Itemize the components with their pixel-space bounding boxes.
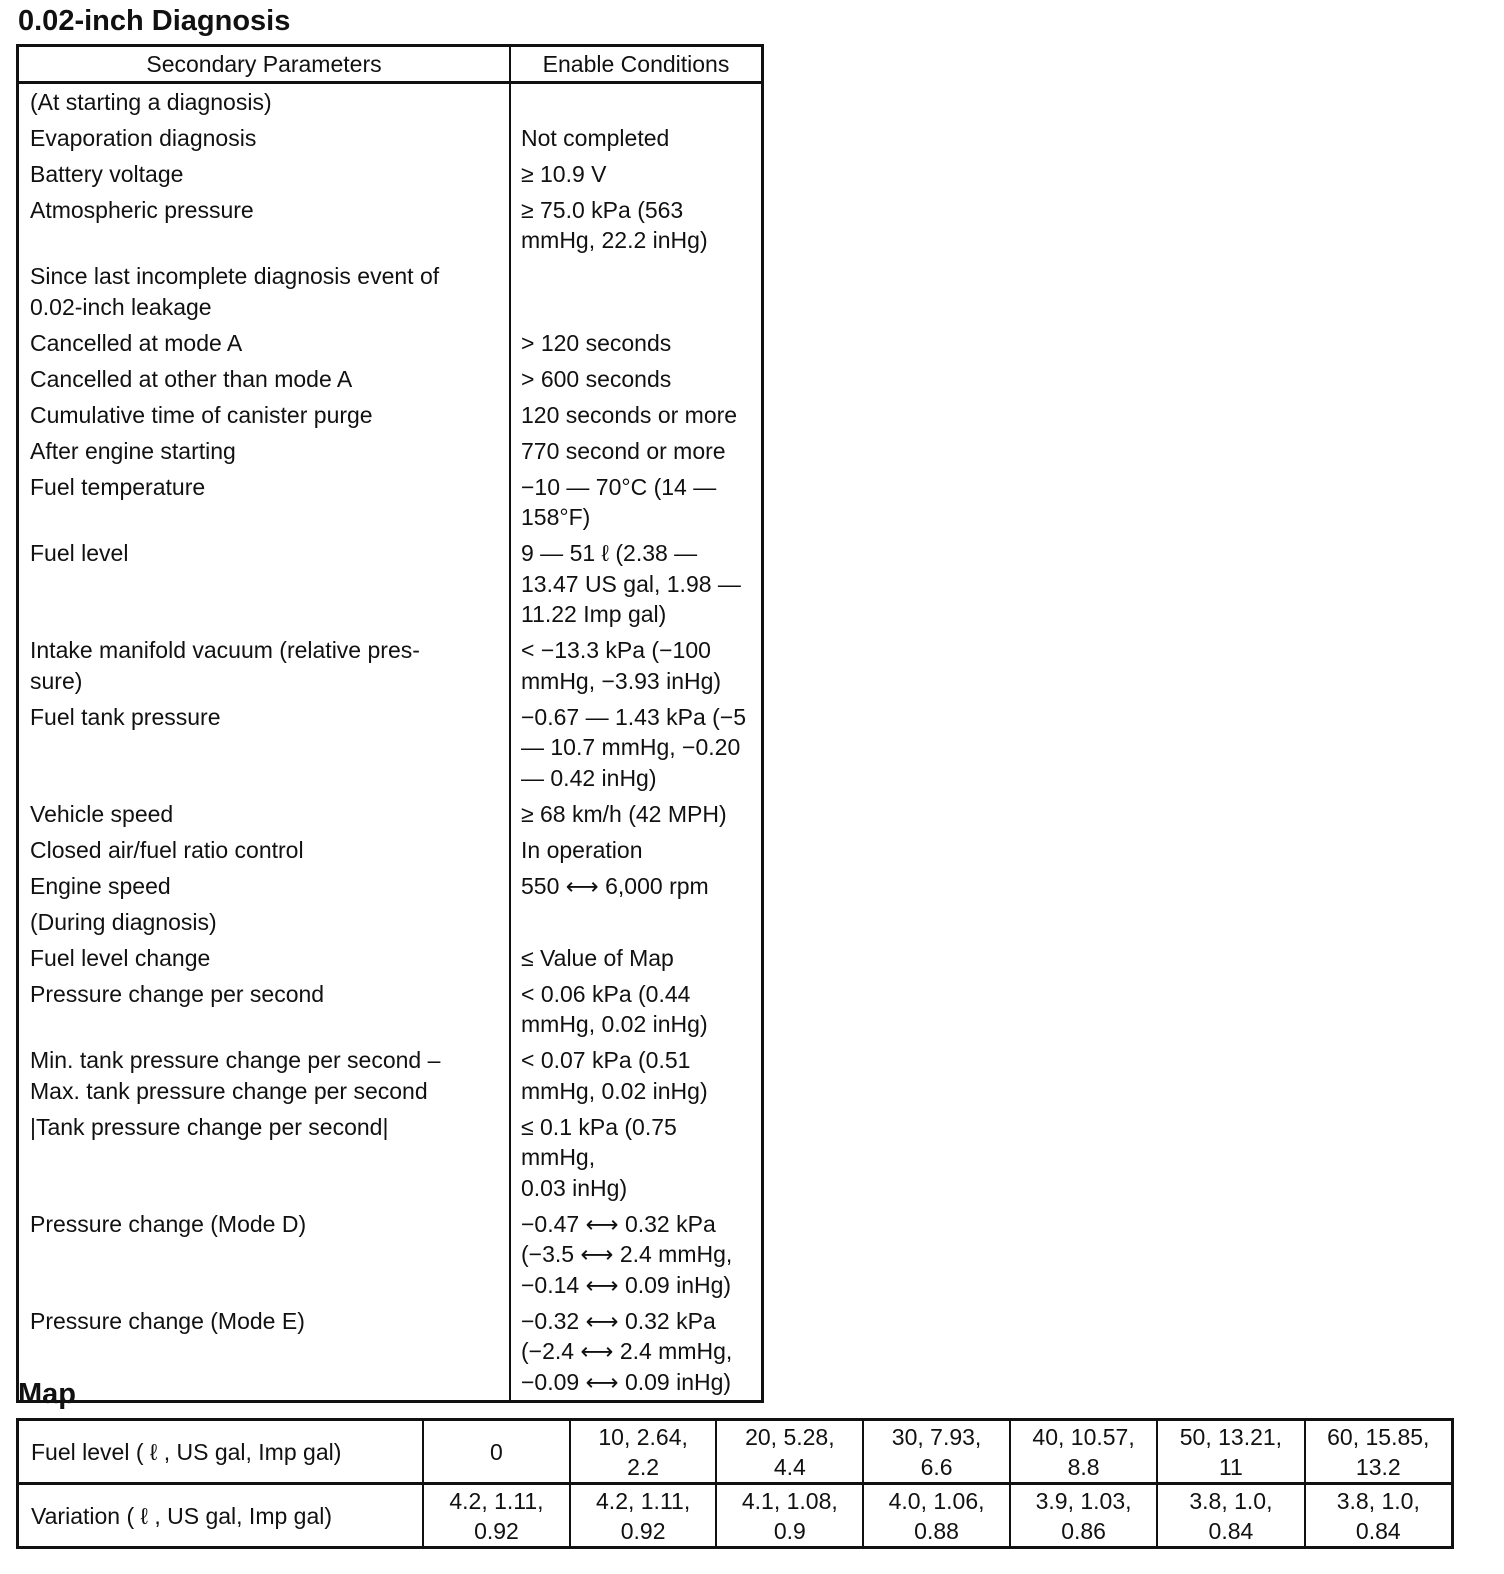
- parameter-cell: After engine starting: [18, 433, 511, 469]
- table-row: [18, 156, 763, 192]
- map-variation-label: Variation ( ℓ , US gal, Imp gal): [18, 1484, 424, 1548]
- condition-cell: 770 second or more: [521, 437, 726, 464]
- map-cell: 3.8, 1.0, 0.84: [1305, 1484, 1453, 1548]
- parameter-cell: Evaporation diagnosis: [18, 120, 511, 156]
- map-cell: 10, 2.64, 2.2: [570, 1420, 717, 1484]
- parameter-cell: Cancelled at mode A: [18, 325, 511, 361]
- table-row: [18, 361, 763, 397]
- parameter-cell: Fuel temperature: [18, 469, 511, 536]
- map-title: Map: [18, 1378, 76, 1410]
- map-table: [16, 1418, 1454, 1549]
- map-cell: 4.0, 1.06, 0.88: [863, 1484, 1010, 1548]
- map-cell: 3.8, 1.0, 0.84: [1157, 1484, 1304, 1548]
- table-header-row: [18, 46, 763, 83]
- table-row: [18, 120, 763, 156]
- parameter-cell: Cumulative time of canister purge: [18, 397, 511, 433]
- condition-cell: ≤ Value of Map: [521, 944, 674, 971]
- condition-cell: 9 — 51 ℓ (2.38 — 13.47 US gal, 1.98 — 11.22 Imp gal): [521, 540, 741, 627]
- condition-cell: −0.47 ⟷ 0.32 kPa (−3.5 ⟷ 2.4 mmHg, −0.14 ⟷ 0.09 inHg): [521, 1210, 733, 1298]
- condition-cell: Not completed: [521, 124, 670, 151]
- parameter-cell: Since last incomplete diagnosis event of 0.02-inch leakage: [18, 259, 511, 326]
- table-row: [18, 1043, 763, 1110]
- parameter-cell: Pressure change (Mode D): [18, 1206, 511, 1303]
- table-row: [18, 192, 763, 259]
- parameter-cell: Battery voltage: [18, 156, 511, 192]
- condition-cell: < 0.06 kPa (0.44 mmHg, 0.02 inHg): [521, 980, 708, 1037]
- parameter-cell: Atmospheric pressure: [18, 192, 511, 259]
- parameter-cell: Fuel tank pressure: [18, 699, 511, 796]
- table-row: [18, 1109, 763, 1206]
- table-row: [18, 699, 763, 796]
- condition-cell: < 0.07 kPa (0.51 mmHg, 0.02 inHg): [521, 1047, 708, 1104]
- condition-cell: −10 — 70°C (14 — 158°F): [521, 473, 717, 530]
- condition-cell: 550 ⟷ 6,000 rpm: [521, 872, 709, 899]
- parameter-cell: Intake manifold vacuum (relative pres- sure): [18, 633, 511, 700]
- parameter-cell: Fuel level change: [18, 940, 511, 976]
- table-row: [18, 433, 763, 469]
- parameter-cell: Closed air/fuel ratio control: [18, 832, 511, 868]
- condition-cell: > 120 seconds: [521, 329, 672, 356]
- table-row: [18, 325, 763, 361]
- parameter-cell: Engine speed: [18, 868, 511, 904]
- table-row: [18, 796, 763, 832]
- parameter-cell: |Tank pressure change per second|: [18, 1109, 511, 1206]
- map-cell: 3.9, 1.03, 0.86: [1010, 1484, 1157, 1548]
- map-cell: 20, 5.28, 4.4: [716, 1420, 863, 1484]
- header-secondary-parameters: Secondary Parameters: [18, 46, 511, 83]
- condition-cell: [510, 904, 763, 940]
- parameter-cell: Vehicle speed: [18, 796, 511, 832]
- map-row-variation: [18, 1484, 1453, 1548]
- table-row: [18, 1303, 763, 1402]
- condition-cell: ≥ 10.9 V: [521, 160, 607, 187]
- parameter-cell: Pressure change per second: [18, 976, 511, 1043]
- table-row: [18, 397, 763, 433]
- map-cell: 0: [423, 1420, 570, 1484]
- table-row: [18, 1206, 763, 1303]
- map-cell: 4.1, 1.08, 0.9: [716, 1484, 863, 1548]
- parameters-body: [18, 83, 763, 1402]
- table-row: [18, 83, 763, 121]
- map-fuel-level-label: Fuel level ( ℓ , US gal, Imp gal): [18, 1420, 424, 1484]
- condition-cell: [510, 83, 763, 121]
- table-row: [18, 940, 763, 976]
- table-row: [18, 976, 763, 1043]
- table-row: [18, 633, 763, 700]
- condition-cell: < −13.3 kPa (−100 mmHg, −3.93 inHg): [521, 637, 722, 694]
- table-row: [18, 832, 763, 868]
- parameter-cell: Cancelled at other than mode A: [18, 361, 511, 397]
- table-row: [18, 259, 763, 326]
- parameter-cell: (During diagnosis): [18, 904, 511, 940]
- map-cell: 40, 10.57, 8.8: [1010, 1420, 1157, 1484]
- table-row: [18, 904, 763, 940]
- condition-cell: In operation: [521, 836, 643, 863]
- map-cell: 4.2, 1.11, 0.92: [570, 1484, 717, 1548]
- condition-cell: −0.67 — 1.43 kPa (−5 — 10.7 mmHg, −0.20 — 0.42 inHg): [521, 703, 747, 791]
- table-row: [18, 536, 763, 633]
- map-row-fuel-level: [18, 1420, 1453, 1484]
- map-cell: 4.2, 1.11, 0.92: [423, 1484, 570, 1548]
- condition-cell: ≥ 68 km/h (42 MPH): [521, 800, 727, 827]
- condition-cell: 120 seconds or more: [521, 401, 738, 428]
- table-row: [18, 469, 763, 536]
- parameter-cell: Pressure change (Mode E): [18, 1303, 511, 1402]
- condition-cell: > 600 seconds: [521, 365, 672, 392]
- condition-cell: −0.32 ⟷ 0.32 kPa (−2.4 ⟷ 2.4 mmHg, −0.09 ⟷ 0.09 inHg): [521, 1307, 733, 1395]
- map-cell: 30, 7.93, 6.6: [863, 1420, 1010, 1484]
- secondary-parameters-table: [16, 44, 764, 1403]
- parameter-cell: Min. tank pressure change per second – Max. tank pressure change per second: [18, 1043, 511, 1110]
- parameter-cell: (At starting a diagnosis): [18, 83, 511, 121]
- condition-cell: ≥ 75.0 kPa (563 mmHg, 22.2 inHg): [521, 196, 708, 253]
- map-cell: 50, 13.21, 11: [1157, 1420, 1304, 1484]
- table-row: [18, 868, 763, 904]
- diagnosis-title: 0.02-inch Diagnosis: [18, 5, 291, 37]
- header-enable-conditions: Enable Conditions: [510, 46, 763, 83]
- condition-cell: ≤ 0.1 kPa (0.75 mmHg, 0.03 inHg): [521, 1113, 677, 1201]
- map-cell: 60, 15.85, 13.2: [1305, 1420, 1453, 1484]
- condition-cell: [510, 259, 763, 326]
- parameter-cell: Fuel level: [18, 536, 511, 633]
